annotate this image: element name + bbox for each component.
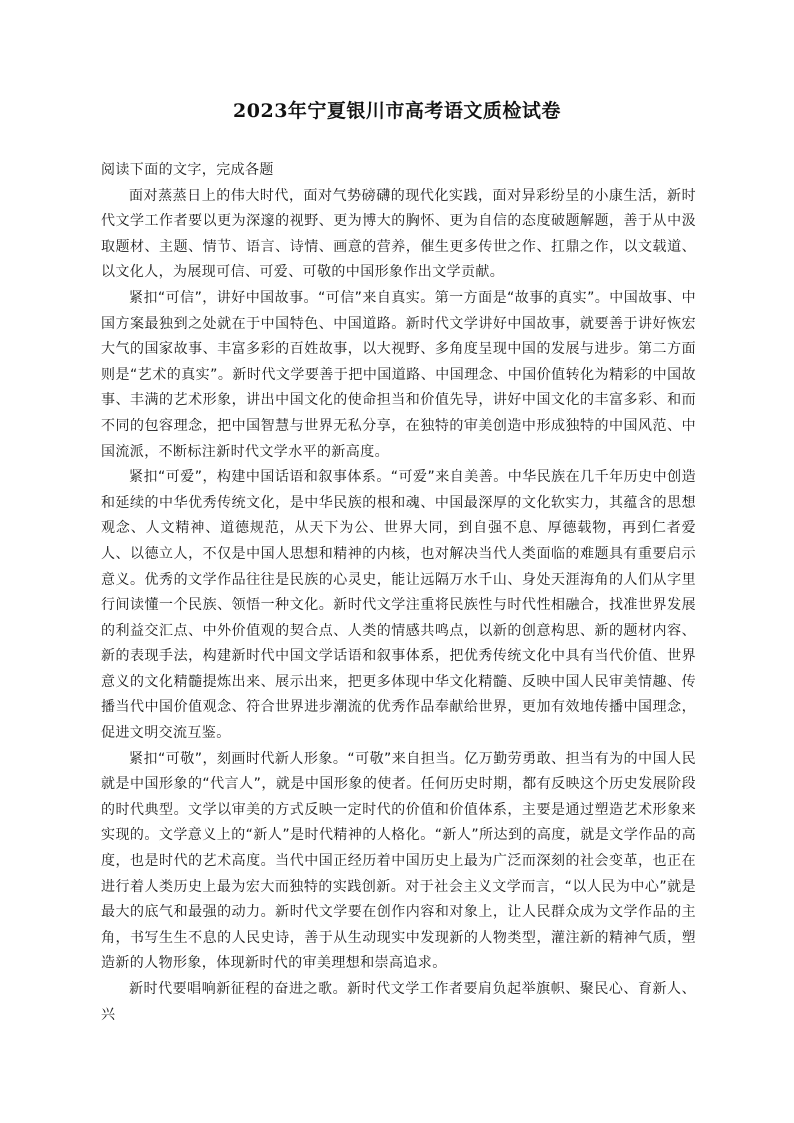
paragraph-4: 紧扣“可敬”，刻画时代新人形象。“可敬”来自担当。亿万勤劳勇敢、担当有为的中国人民就是中国形象的“代言人”，就是中国形象的使者。任何历史时期，都有反映这个历史发展阶段的时代典型。文学以审美的方式反映一定时代的价值和价值体系，主要是通过塑造艺术形象来实现的。文学意义上的“新人”是时代精神的人格化。“新人”所达到的高度，就是文学作品的高度，也是时代的艺术高度。当代中国正经历着中国历史上最为广泛而深刻的社会变革，也正在进行着人类历史上最为宏大而独特的实践创新。对于社会主义文学而言，“以人民为中心”就是最大的底气和最强的动力。新时代文学要在创作内容和对象上，让人民群众成为文学作品的主角，书写生生不息的人民史诗，善于从生动现实中发现新的人物类型，灌注新的精神气质，塑造新的人物形象，体现新时代的审美理想和崇高追求。	[101, 750, 696, 972]
paragraph-3: 紧扣“可爱”，构建中国话语和叙事体系。“可爱”来自美善。中华民族在几千年历史中创造和延续的中华优秀传统文化，是中华民族的根和魂、中国最深厚的文化软实力，其蕴含的思想观念、人文精神、道德规范，从天下为公、世界大同，到自强不息、厚德载物，再到仁者爱人、以德立人，不仅是中国人思想和精神的内核，也对解决当代人类面临的难题具有重要启示意义。优秀的文学作品往往是民族的心灵史，能让远隔万水千山、身处天涯海角的人们从字里行间读懂一个民族、领悟一种文化。新时代文学注重将民族性与时代性相融合，找准世界发展的利益交汇点、中外价值观的契合点、人类的情感共鸣点，以新的创意构思、新的题材内容、新的表现手法，构建新时代中国文学话语和叙事体系，把优秀传统文化中具有当代价值、世界意义的文化精髓提炼出来、展示出来，把更多体现中华文化精髓、反映中国人民审美情趣、传播当代中国价值观念、符合世界进步潮流的优秀作品奉献给世界，更加有效地传播中国理念，促进文明交流互鉴。	[101, 469, 696, 742]
paragraph-1: 面对蒸蒸日上的伟大时代，面对气势磅礴的现代化实践，面对异彩纷呈的小康生活，新时代文学工作者要以更为深邃的视野、更为博大的胸怀、更为自信的态度破题解题，善于从中汲取题材、主题、情节、语言、诗情、画意的营养，催生更多传世之作、扛鼎之作，以文载道、以文化人，为展现可信、可爱、可敬的中国形象作出文学贡献。	[101, 187, 696, 281]
page-title: 2023年宁夏银川市高考语文质检试卷	[233, 100, 561, 122]
passage	[101, 158, 696, 1028]
paragraph-2: 紧扣“可信”，讲好中国故事。“可信”来自真实。第一方面是“故事的真实”。中国故事、中国方案最独到之处就在于中国特色、中国道路。新时代文学讲好中国故事，就要善于讲好恢宏大气的国家故事、丰富多彩的百姓故事，以大视野、多角度呈现中国的发展与进步。第二方面则是“艺术的真实”。新时代文学要善于把中国道路、中国理念、中国价值转化为精彩的中国故事、丰满的艺术形象，讲出中国文化的使命担当和价值先导，讲好中国文化的丰富多彩、和而不同的包容理念，把中国智慧与世界无私分享，在独特的审美创造中形成独特的中国风范、中国流派，不断标注新时代文学水平的新高度。	[101, 289, 696, 460]
paragraph-5: 新时代要唱响新征程的奋进之歌。新时代文学工作者要肩负起举旗帜、聚民心、育新人、兴	[101, 981, 696, 1023]
reading-instruction: 阅读下面的文字，完成各题	[101, 162, 274, 178]
